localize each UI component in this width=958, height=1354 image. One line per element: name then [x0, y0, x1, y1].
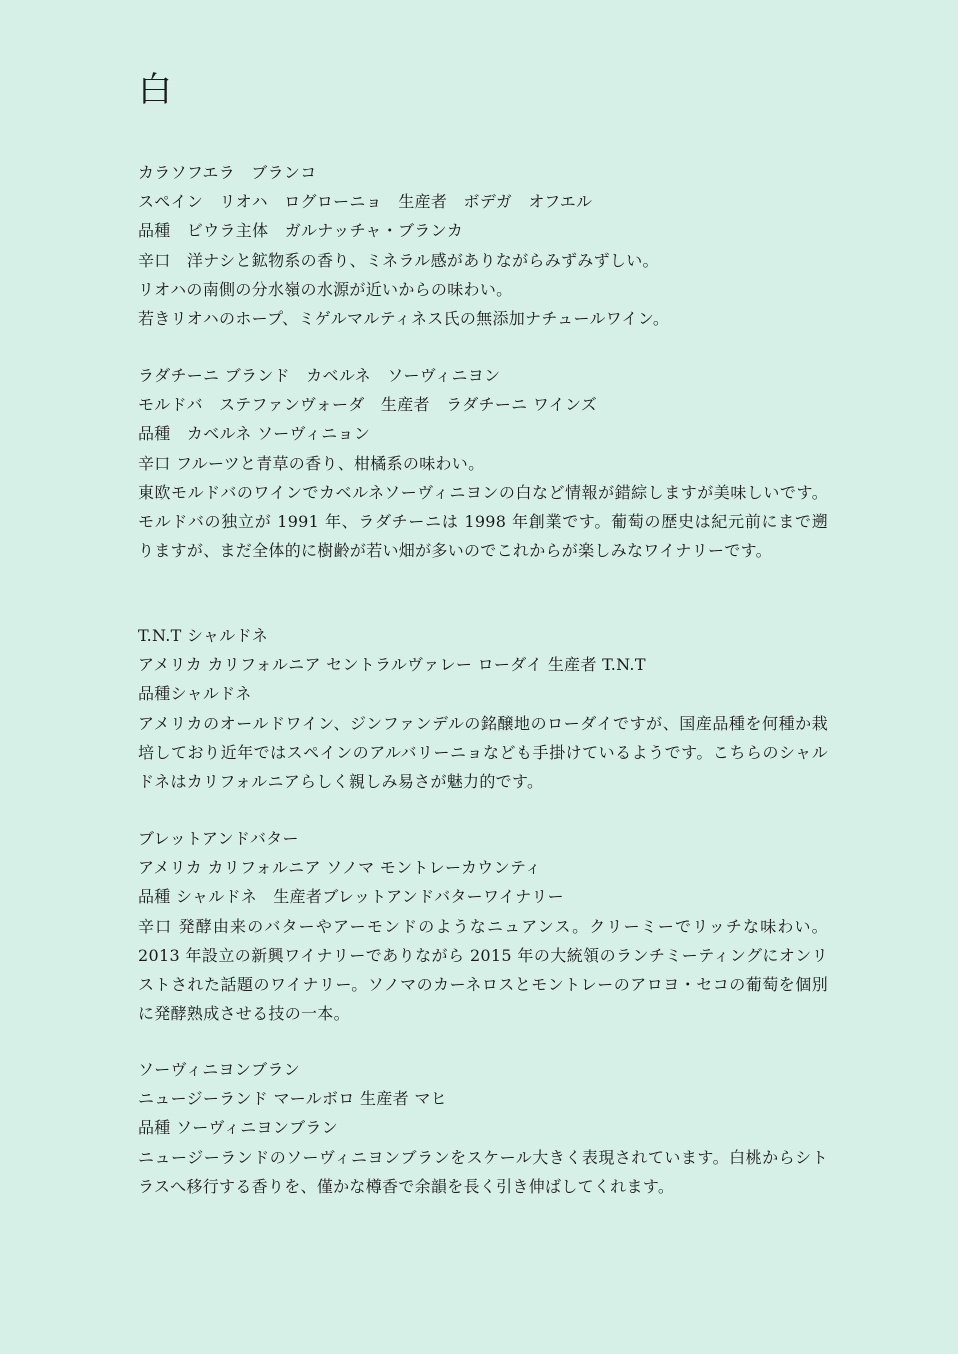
wine-origin: ニュージーランド マールボロ 生産者 マヒ — [138, 1089, 447, 1109]
wine-variety: 品種シャルドネ — [138, 684, 252, 704]
wine-name: T.N.T シャルドネ — [138, 626, 269, 645]
wine-variety: 品種 シャルドネ 生産者ブレットアンドバターワイナリー — [138, 887, 564, 907]
wine-entry-5 — [138, 1055, 828, 1201]
wine-description: 辛口 発酵由来のバターやアーモンドのようなニュアンス。クリーミーでリッチな味わい。2013 年設立の新興ワイナリーでありながら 2015 年の大統領のランチミーティングにオンリストされた話題のワイナリー。ソノマのカーネロスとモントレーのアロヨ・セコの葡萄を個別に発酵熟成させる技の一本。 — [138, 916, 828, 1024]
wine-origin: アメリカ カリフォルニア ソノマ モントレーカウンティ — [138, 858, 542, 878]
wine-taste: 辛口 フルーツと青草の香り、柑橘系の味わい。 — [138, 453, 485, 473]
page-title: 白 — [138, 70, 172, 110]
wine-origin: モルドバ ステファンヴォーダ 生産者 ラダチーニ ワインズ — [138, 395, 598, 415]
wine-entry-4 — [138, 824, 828, 1028]
wine-entry-3 — [138, 621, 828, 796]
wine-taste: 辛口 洋ナシと鉱物系の香り、ミネラル感がありながらみずみずしい。 — [138, 250, 659, 270]
wine-description: ニュージーランドのソーヴィニヨンブランをスケール大きく表現されています。白桃からシトラスへ移行する香りを、僅かな樽香で余韻を長く引き伸ばしてくれます。 — [138, 1147, 828, 1196]
wine-name: ラダチーニ ブランド カベルネ ソーヴィニヨン — [138, 366, 501, 385]
wine-name: カラソフエラ ブランコ — [138, 163, 317, 182]
wine-description: アメリカのオールドワイン、ジンファンデルの銘醸地のローダイですが、国産品種を何種か栽培しており近年ではスペインのアルバリーニョなども手掛けているようです。こちらのシャルドネはカリフォルニアらしく親しみ易さが魅力的です。 — [138, 713, 828, 792]
wine-variety: 品種 ソーヴィニヨンブラン — [138, 1118, 339, 1138]
wine-description: 東欧モルドバのワインでカベルネソーヴィニヨンの白など情報が錯綜しますが美味しいです。モルドバの独立が 1991 年、ラダチーニは 1998 年創業です。葡萄の歴史は紀元前にまで遡りますが、まだ全体的に樹齢が若い畑が多いのでこれからが楽しみなワイナリーです。 — [138, 482, 828, 561]
wine-variety: 品種 カベルネ ソーヴィニョン — [138, 424, 371, 444]
wine-name: ソーヴィニヨンブラン — [138, 1060, 301, 1079]
wine-variety: 品種 ビウラ主体 ガルナッチャ・ブランカ — [138, 221, 464, 241]
wine-entry-2 — [138, 361, 828, 565]
wine-note: 若きリオハのホープ、ミゲルマルティネス氏の無添加ナチュールワイン。 — [138, 309, 670, 329]
wine-origin: スペイン リオハ ログローニョ 生産者 ボデガ オフエル — [138, 192, 593, 212]
wine-origin: アメリカ カリフォルニア セントラルヴァレー ローダイ 生産者 T.N.T — [138, 655, 646, 675]
wine-entry-1 — [138, 158, 828, 333]
wine-note: リオハの南側の分水嶺の水源が近いからの味わい。 — [138, 279, 513, 299]
wine-name: ブレットアンドバター — [138, 829, 299, 848]
